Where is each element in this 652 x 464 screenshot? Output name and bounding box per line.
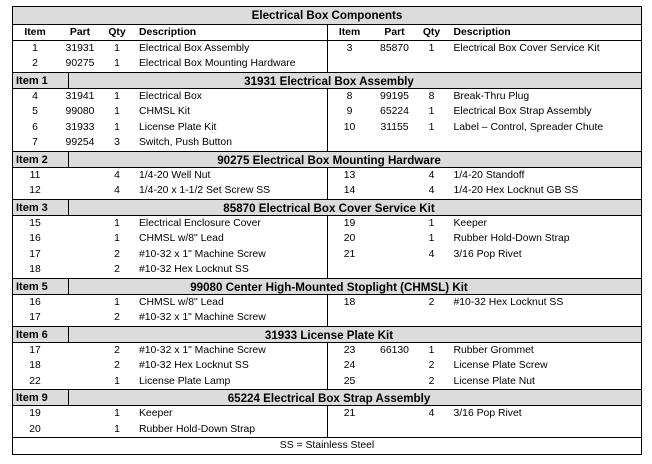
- qty-cell: 1: [114, 106, 120, 117]
- description-cell: [446, 422, 642, 438]
- qty-cell: 4: [428, 185, 435, 196]
- table-row: [13, 120, 641, 136]
- main-rows: [13, 41, 641, 72]
- col-description-header: Description: [139, 27, 197, 38]
- part-cell: [57, 247, 103, 263]
- part-cell: [372, 295, 418, 311]
- item-cell: 2: [32, 58, 38, 69]
- part-cell: [57, 310, 103, 326]
- part-cell: [372, 406, 418, 422]
- col-qty-header: Qty: [108, 27, 126, 38]
- part-cell: [372, 310, 418, 326]
- description-cell: Electrical Box Mounting Hardware: [139, 58, 296, 69]
- item-cell: 21: [343, 248, 356, 260]
- row-left: [13, 406, 328, 422]
- item-cell: 15: [29, 217, 41, 229]
- row-left: [13, 89, 328, 105]
- qty-cell: 1: [114, 408, 120, 419]
- description-cell: [446, 262, 642, 278]
- item-cell: 20: [343, 233, 356, 244]
- table-title: Electrical Box Components: [13, 7, 641, 25]
- description-cell: License Plate Lamp: [139, 375, 231, 387]
- col-qty-header: Qty: [422, 27, 441, 38]
- section-title: 31933 License Plate Kit: [264, 328, 394, 342]
- qty-cell: 3: [114, 137, 120, 148]
- table-row: [13, 41, 641, 57]
- qty-cell: [418, 56, 446, 72]
- part-cell: 85870: [380, 42, 409, 54]
- qty-cell: 4: [428, 169, 435, 181]
- section-item-label: Item 2: [13, 152, 69, 167]
- footnote: SS = Stainless Steel: [13, 437, 641, 454]
- item-cell: 19: [29, 408, 41, 419]
- row-left: [13, 231, 328, 247]
- qty-cell: 4: [114, 185, 120, 196]
- description-cell: 3/16 Pop Rivet: [453, 408, 522, 419]
- row-left: [13, 41, 328, 57]
- description-cell: #10-32 x 1" Machine Screw: [139, 248, 266, 260]
- qty-cell: 1: [114, 42, 120, 54]
- qty-cell: 2: [114, 360, 120, 371]
- row-right: [328, 310, 642, 326]
- table-row: [13, 358, 641, 374]
- row-left: [13, 310, 328, 326]
- item-cell: 20: [29, 423, 41, 435]
- qty-cell: 8: [428, 90, 435, 102]
- row-right: [328, 422, 642, 438]
- table-row: [13, 422, 641, 438]
- description-cell: License Plate Kit: [139, 121, 217, 133]
- part-cell: [372, 183, 418, 199]
- item-cell: 14: [343, 185, 356, 196]
- part-cell: [57, 262, 103, 278]
- qty-cell: 1: [114, 423, 120, 435]
- section-header: [13, 72, 641, 89]
- row-right: [328, 406, 642, 422]
- description-cell: 1/4-20 Hex Locknut GB SS: [453, 185, 579, 196]
- description-cell: Electrical Enclosure Cover: [139, 217, 261, 229]
- item-cell: 3: [346, 42, 353, 54]
- row-right: [328, 89, 642, 105]
- table-row: [13, 374, 641, 390]
- part-cell: 99195: [380, 90, 409, 102]
- row-right: [328, 343, 642, 359]
- part-cell: [372, 168, 418, 184]
- qty-cell: 4: [428, 408, 435, 419]
- description-cell: Switch, Push Button: [139, 137, 232, 148]
- description-cell: License Plate Nut: [453, 375, 535, 387]
- part-cell: [57, 216, 103, 232]
- qty-cell: [418, 422, 446, 438]
- item-cell: 5: [32, 106, 38, 117]
- description-cell: #10-32 Hex Locknut SS: [453, 296, 564, 308]
- item-cell: 18: [29, 360, 41, 371]
- column-header-left: [13, 25, 328, 40]
- description-cell: CHMSL w/8" Lead: [139, 296, 224, 308]
- part-cell: [57, 343, 103, 359]
- item-cell: 16: [29, 296, 41, 308]
- row-right: [328, 231, 642, 247]
- part-cell: [57, 295, 103, 311]
- table-row: [13, 56, 641, 72]
- qty-cell: 2: [428, 296, 435, 308]
- qty-cell: [418, 310, 446, 326]
- item-cell: 18: [343, 296, 356, 308]
- row-right: [328, 358, 642, 374]
- part-cell: [57, 183, 103, 199]
- row-right: [328, 247, 642, 263]
- row-right: [328, 135, 642, 151]
- description-cell: Rubber Hold-Down Strap: [139, 423, 256, 435]
- table-row: [13, 183, 641, 199]
- qty-cell: 1: [114, 90, 120, 102]
- row-right: [328, 41, 642, 57]
- description-cell: CHMSL Kit: [139, 106, 190, 117]
- row-left: [13, 183, 328, 199]
- description-cell: [446, 135, 642, 151]
- table-row: [13, 168, 641, 184]
- col-part-header: Part: [69, 27, 91, 38]
- row-right: [328, 168, 642, 184]
- description-cell: 1/4-20 x 1-1/2 Set Screw SS: [139, 185, 271, 196]
- row-left: [13, 104, 328, 120]
- item-cell: [328, 262, 372, 278]
- qty-cell: 1: [428, 42, 435, 54]
- item-cell: [328, 56, 372, 72]
- part-cell: 31931: [65, 42, 95, 54]
- qty-cell: 2: [114, 248, 120, 260]
- qty-cell: 1: [428, 233, 435, 244]
- description-cell: Keeper: [139, 408, 173, 419]
- column-header-row: [13, 25, 641, 41]
- section-title: 31931 Electrical Box Assembly: [244, 74, 414, 88]
- item-cell: 7: [32, 137, 38, 148]
- item-cell: 12: [29, 185, 41, 196]
- item-cell: 19: [343, 217, 356, 229]
- row-right: [328, 104, 642, 120]
- part-cell: 31941: [65, 90, 95, 102]
- col-description-header: Description: [453, 27, 511, 38]
- table-row: [13, 295, 641, 311]
- section-item-label: Item 9: [13, 390, 69, 405]
- part-cell: [372, 216, 418, 232]
- qty-cell: 1: [428, 106, 435, 117]
- item-cell: 23: [343, 344, 356, 356]
- item-cell: 17: [29, 312, 41, 323]
- col-part-header: Part: [384, 27, 405, 38]
- qty-cell: 2: [428, 375, 435, 387]
- item-cell: 24: [343, 360, 356, 371]
- table-row: [13, 262, 641, 278]
- description-cell: #10-32 x 1" Machine Screw: [139, 312, 266, 323]
- row-right: [328, 120, 642, 136]
- description-cell: CHMSL w/8" Lead: [139, 233, 224, 244]
- part-cell: [372, 422, 418, 438]
- section-title: 85870 Electrical Box Cover Service Kit: [223, 201, 435, 215]
- description-cell: Electrical Box Cover Service Kit: [453, 42, 600, 54]
- row-right: [328, 295, 642, 311]
- section-header: [13, 278, 641, 295]
- section-header: [13, 151, 641, 168]
- description-cell: License Plate Screw: [453, 360, 548, 371]
- qty-cell: 1: [114, 58, 120, 69]
- part-cell: [57, 374, 103, 390]
- sections: [13, 72, 641, 438]
- qty-cell: 1: [428, 121, 435, 133]
- section-title: 65224 Electrical Box Strap Assembly: [227, 392, 431, 405]
- row-left: [13, 168, 328, 184]
- row-left: [13, 422, 328, 438]
- part-cell: 99080: [65, 106, 95, 117]
- part-cell: [372, 262, 418, 278]
- row-left: [13, 135, 328, 151]
- table-row: [13, 231, 641, 247]
- row-left: [13, 295, 328, 311]
- item-cell: 17: [29, 344, 41, 356]
- section-item-label: Item 6: [13, 327, 69, 342]
- table-row: [13, 247, 641, 263]
- part-cell: [57, 422, 103, 438]
- part-cell: 99254: [65, 137, 95, 148]
- col-item-header: Item: [338, 27, 361, 38]
- table-row: [13, 104, 641, 120]
- qty-cell: 1: [114, 121, 120, 133]
- description-cell: [446, 56, 642, 72]
- row-left: [13, 216, 328, 232]
- item-cell: 22: [29, 375, 41, 387]
- section-item-label: Item 5: [13, 279, 69, 294]
- qty-cell: 2: [114, 344, 120, 356]
- item-cell: 18: [29, 264, 41, 275]
- qty-cell: 2: [428, 360, 435, 371]
- part-cell: 65224: [380, 106, 409, 117]
- part-cell: [372, 56, 418, 72]
- col-item-header: Item: [24, 27, 46, 38]
- row-left: [13, 56, 328, 72]
- part-cell: [372, 135, 418, 151]
- item-cell: 16: [29, 233, 41, 244]
- row-right: [328, 262, 642, 278]
- part-cell: [372, 247, 418, 263]
- item-cell: [328, 135, 372, 151]
- item-cell: 11: [29, 169, 41, 181]
- part-cell: [57, 231, 103, 247]
- qty-cell: 1: [428, 344, 435, 356]
- qty-cell: 4: [428, 248, 435, 260]
- table-row: [13, 216, 641, 232]
- part-cell: 31155: [380, 121, 409, 133]
- qty-cell: 1: [428, 217, 435, 229]
- item-cell: 1: [32, 42, 38, 54]
- section-header: [13, 389, 641, 406]
- row-left: [13, 343, 328, 359]
- item-cell: 25: [343, 375, 356, 387]
- section-header: [13, 199, 641, 216]
- description-cell: 1/4-20 Well Nut: [139, 169, 211, 181]
- item-cell: 17: [29, 248, 41, 260]
- row-left: [13, 120, 328, 136]
- description-cell: Keeper: [453, 217, 488, 229]
- description-cell: Break-Thru Plug: [453, 90, 530, 102]
- section-title: 90275 Electrical Box Mounting Hardware: [217, 153, 441, 167]
- item-cell: [328, 422, 372, 438]
- table-row: [13, 89, 641, 105]
- qty-cell: 1: [114, 296, 120, 308]
- description-cell: 3/16 Pop Rivet: [453, 248, 522, 260]
- section-item-label: Item 3: [13, 200, 69, 215]
- item-cell: 21: [343, 408, 356, 419]
- column-header-right: [328, 25, 642, 40]
- row-right: [328, 216, 642, 232]
- row-left: [13, 247, 328, 263]
- item-cell: 9: [346, 106, 353, 117]
- description-cell: Rubber Hold-Down Strap: [453, 233, 570, 244]
- description-cell: 1/4-20 Standoff: [453, 169, 525, 181]
- row-left: [13, 262, 328, 278]
- section-title: 99080 Center High-Mounted Stoplight (CHMSL) Kit: [190, 280, 468, 294]
- components-table: [12, 6, 642, 455]
- item-cell: 13: [343, 169, 356, 181]
- description-cell: Electrical Box: [139, 90, 202, 102]
- section-item-label: Item 1: [13, 73, 69, 88]
- part-cell: [57, 168, 103, 184]
- qty-cell: 1: [114, 375, 120, 387]
- qty-cell: [418, 262, 446, 278]
- row-left: [13, 358, 328, 374]
- row-left: [13, 374, 328, 390]
- part-cell: 31933: [65, 121, 95, 133]
- item-cell: 6: [32, 121, 38, 133]
- description-cell: Electrical Box Assembly: [139, 42, 250, 54]
- row-right: [328, 183, 642, 199]
- item-cell: [328, 310, 372, 326]
- item-cell: 4: [32, 90, 38, 102]
- qty-cell: 1: [114, 233, 120, 244]
- description-cell: Rubber Grommet: [453, 344, 534, 356]
- item-cell: 8: [346, 90, 353, 102]
- table-row: [13, 343, 641, 359]
- qty-cell: [418, 135, 446, 151]
- description-cell: #10-32 x 1" Machine Screw: [139, 344, 266, 356]
- row-right: [328, 56, 642, 72]
- qty-cell: 2: [114, 312, 120, 323]
- row-right: [328, 374, 642, 390]
- part-cell: [57, 358, 103, 374]
- description-cell: Label – Control, Spreader Chute: [453, 121, 604, 133]
- table-row: [13, 310, 641, 326]
- part-cell: [372, 231, 418, 247]
- part-cell: [57, 406, 103, 422]
- part-cell: [372, 358, 418, 374]
- section-header: [13, 326, 641, 343]
- description-cell: [446, 310, 642, 326]
- part-cell: 66130: [380, 344, 409, 356]
- qty-cell: 4: [114, 169, 120, 181]
- description-cell: #10-32 Hex Locknut SS: [139, 360, 249, 371]
- table-row: [13, 406, 641, 422]
- item-cell: 10: [343, 121, 356, 133]
- table-row: [13, 135, 641, 151]
- part-cell: 90275: [65, 58, 95, 69]
- qty-cell: 1: [114, 217, 120, 229]
- description-cell: #10-32 Hex Locknut SS: [139, 264, 249, 275]
- description-cell: Electrical Box Strap Assembly: [453, 106, 592, 117]
- qty-cell: 2: [114, 264, 120, 275]
- part-cell: [372, 374, 418, 390]
